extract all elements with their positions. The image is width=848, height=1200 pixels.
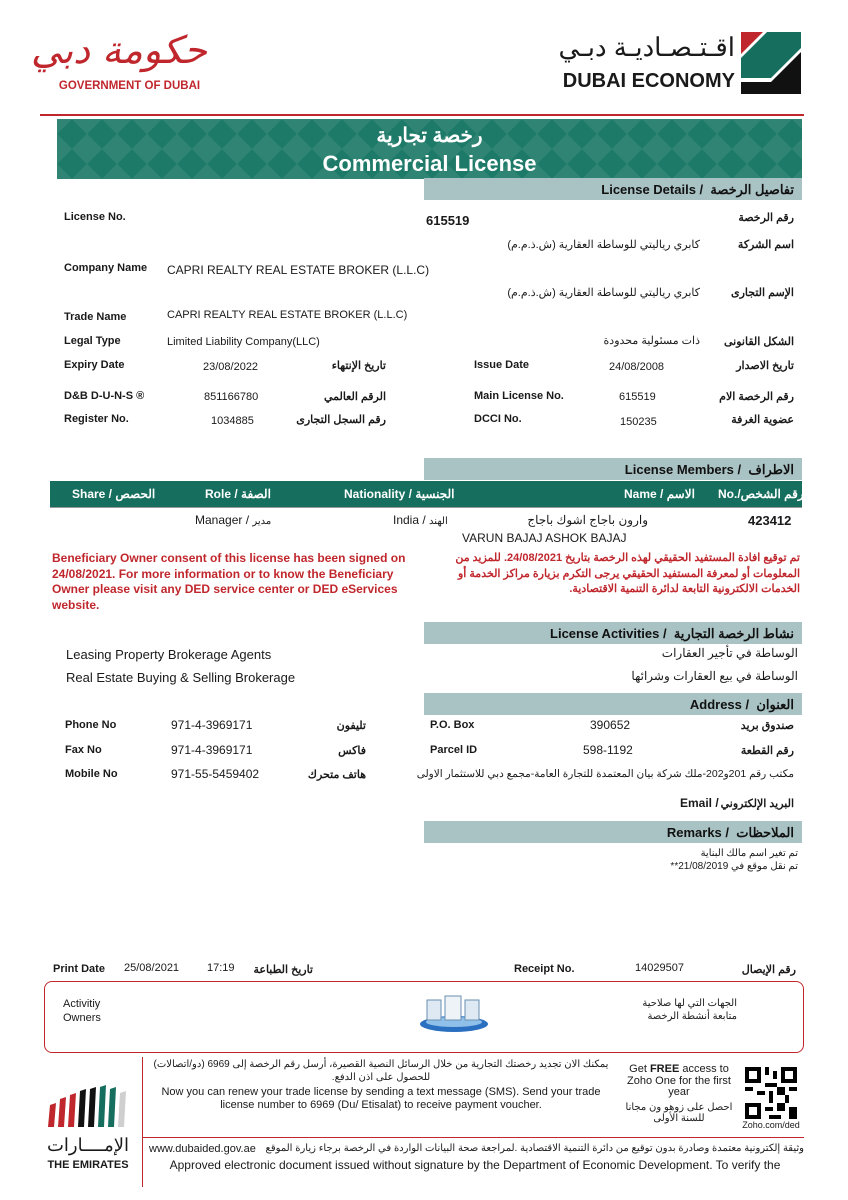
emirates-flag-stripes-icon	[48, 1085, 128, 1129]
duns-value: 851166780	[204, 391, 259, 403]
col-person-no: No./رقم الشخص	[718, 487, 804, 501]
beneficiary-note-en: Beneficiary Owner consent of this license has been signed on 24/08/2021. For more information or to know the Beneficiary Owner please visit any DED service center or DED eServices website.	[52, 551, 406, 612]
gov-english-name: GOVERNMENT OF DUBAI	[58, 80, 201, 92]
license-no-label: License No.	[64, 211, 126, 223]
license-details-section-bar	[424, 178, 802, 200]
members-table-rule	[50, 507, 802, 508]
gov-arabic-logotype: حكومة دبي	[30, 28, 207, 72]
po-box-value: 390652	[590, 718, 631, 732]
print-date-ar-label: تاريخ الطباعة	[253, 964, 313, 976]
legal-type-value: Limited Liability Company(LLC)	[167, 336, 320, 348]
trade-name-label: Trade Name	[64, 311, 127, 323]
remark-line: تم نقل موقع في 21/08/2019**	[670, 861, 798, 872]
approved-note-ar: وثيقة إلكترونية معتمدة وصادرة بدون توقيع من دائرة التنمية الاقتصادية .لمراجعة صحة البيانات الواردة في الرخصة برجاء زيارة الموقع	[265, 1143, 804, 1154]
section-title-en: Address /	[689, 697, 750, 712]
authorities-emblem-icon	[419, 992, 489, 1034]
main-license-ar-label: رقم الرخصة الام	[719, 391, 794, 403]
email-label: Email /	[680, 796, 719, 810]
company-name-value: CAPRI REALTY REAL ESTATE BROKER (L.L.C)	[167, 263, 430, 277]
section-title-ar: الملاحظات	[736, 825, 794, 840]
remark-line: تم تغير اسم مالك البناية	[700, 848, 798, 859]
footer-vertical-rule	[142, 1057, 143, 1187]
issue-date-ar-label: تاريخ الاصدار	[736, 360, 794, 372]
emirates-arabic: الإمــــارات	[46, 1135, 130, 1155]
sms-note-ar: يمكنك الان تجديد رخصتك التجارية من خلال الرسائل النصية القصيرة، أرسل رقم الرخصة إلى 6969 (دو/اتصالات) للحصول على اذن الدفع.	[153, 1059, 609, 1083]
print-date-label: Print Date	[53, 963, 105, 975]
approved-note-en: Approved electronic document issued without signature by the Department of Economic Development. To verify the	[169, 1158, 781, 1172]
print-time-value: 17:19	[207, 962, 235, 974]
company-name-ar-label: اسم الشركة	[737, 239, 794, 251]
fax-label: Fax No	[65, 744, 102, 756]
print-date-value: 25/08/2021	[124, 962, 180, 974]
activity-item-en: Real Estate Buying & Selling Brokerage	[66, 670, 296, 685]
license-members-section-bar	[424, 458, 802, 480]
email-ar-label: البريد الإلكتروني	[720, 798, 794, 810]
fax-value: 971-4-3969171	[171, 743, 253, 757]
section-title-ar: تفاصيل الرخصة	[710, 182, 794, 197]
address-section-bar	[424, 693, 802, 715]
expiry-date-ar-label: تاريخ الإنتهاء	[331, 360, 386, 372]
authorities-ar-line: متابعة أنشطة الرخصة	[647, 1011, 737, 1022]
member-name-en: VARUN BAJAJ ASHOK BAJAJ	[462, 531, 627, 545]
trade-name-ar-value: كابري رياليتي للوساطة العقارية (ش.ذ.م.م)	[507, 287, 700, 299]
register-no-label: Register No.	[64, 413, 129, 425]
de-english-name: DUBAI ECONOMY	[562, 70, 735, 92]
beneficiary-note-ar: تم توقيع افادة المستفيد الحقيقي لهذه الرخصة بتاريخ 24/08/2021. للمزيد من المعلومات أو لمعرفة المستفيد الحقيقي يرجى التكرم بزيارة مراكز الخدمة أو الخدمات الالكترونية التابعة لدائرة التنمية الاقتصادية.	[455, 552, 800, 595]
de-arabic-logotype: اقـتـصـاديـة دبـي	[558, 32, 735, 62]
legal-type-ar-value: ذات مسئولية محدودة	[603, 335, 700, 347]
main-license-value: 615519	[619, 391, 656, 403]
address-ar-value: مكتب رقم 201و202-ملك شركة بيان المعتمدة للتجارة العامة-مجمع دبي للاستثمار الاولى	[416, 768, 794, 780]
section-title-en: License Activities /	[550, 626, 667, 641]
remarks-section-bar	[424, 821, 802, 843]
dcci-value: 150235	[620, 416, 657, 428]
receipt-no-label: Receipt No.	[514, 963, 575, 975]
dubai-economy-emblem-icon	[741, 32, 801, 94]
title-banner	[57, 119, 802, 179]
receipt-no-value: 14029507	[635, 962, 684, 974]
expiry-date-label: Expiry Date	[64, 359, 125, 371]
phone-ar-label: تليفون	[336, 720, 366, 732]
the-emirates-logo	[44, 1085, 132, 1175]
section-title-en: License Details /	[601, 182, 704, 197]
member-role: Manager / مدير	[195, 513, 272, 527]
mobile-value: 971-55-5459402	[171, 767, 260, 781]
authorities-en-line: Owners	[63, 1012, 101, 1024]
po-box-label: P.O. Box	[430, 719, 475, 731]
phone-value: 971-4-3969171	[171, 718, 253, 732]
po-box-ar-label: صندوق بريد	[740, 720, 794, 732]
section-title-ar: نشاط الرخصة التجارية	[673, 626, 794, 641]
members-table-header	[50, 481, 802, 507]
footer-horizontal-rule	[142, 1137, 804, 1138]
activity-item-ar: الوساطة في بيع العقارات وشرائها	[631, 669, 798, 683]
zoho-url[interactable]: Zoho.com/ded	[742, 1120, 800, 1130]
zoho-offer-box	[620, 1064, 738, 1134]
phone-label: Phone No	[65, 719, 117, 731]
section-title-en: License Members /	[624, 462, 742, 477]
section-title-ar: الاطراف	[748, 462, 794, 477]
legal-type-ar-label: الشكل القانونى	[724, 336, 794, 348]
member-person-no: 423412	[748, 513, 792, 528]
parcel-id-label: Parcel ID	[430, 744, 478, 756]
dcci-ar-label: عضوية الغرفة	[731, 414, 794, 426]
trade-name-ar-label: الإسم التجارى	[730, 287, 794, 299]
authorities-en-line: Activitiy	[63, 998, 101, 1010]
zoho-qr-code	[745, 1067, 797, 1119]
register-no-value: 1034885	[211, 415, 254, 427]
duns-ar-label: الرقم العالمي	[323, 391, 386, 403]
emirates-english: THE EMIRATES	[47, 1159, 129, 1171]
license-activities-section-bar	[424, 622, 802, 644]
section-title-en: Remarks /	[666, 825, 730, 840]
company-name-label: Company Name	[64, 262, 148, 274]
license-no-value: 615519	[426, 213, 470, 228]
header-divider	[40, 114, 804, 116]
dubai-economy-logo	[555, 30, 805, 100]
license-no-ar-label: رقم الرخصة	[738, 212, 794, 224]
dcci-label: DCCI No.	[474, 413, 522, 425]
expiry-date-value: 23/08/2022	[203, 361, 259, 373]
member-name-ar: وارون باجاج اشوك باجاج	[527, 513, 648, 527]
authorities-box	[44, 981, 804, 1053]
receipt-no-ar-label: رقم الإيصال	[741, 964, 796, 976]
duns-label: D&B D-U-N-S ®	[64, 390, 145, 402]
col-name: Name / الاسم	[624, 487, 695, 501]
government-of-dubai-logo	[30, 28, 212, 98]
parcel-id-value: 598-1192	[583, 743, 633, 757]
section-title-ar: العنوان	[756, 697, 794, 712]
register-no-ar-label: رقم السجل التجارى	[296, 414, 386, 426]
website-link[interactable]: www.dubaided.gov.ae	[149, 1143, 256, 1155]
zoho-offer-ar: احصل على زوهو ون مجانا للسنة الأولى	[625, 1101, 733, 1124]
sms-note-en: Now you can renew your trade license by sending a text message (SMS). Send your trade license number to 6969 (Du/ Etisalat) to receive payment voucher.	[161, 1086, 601, 1111]
trade-name-value: CAPRI REALTY REAL ESTATE BROKER (L.L.C)	[167, 309, 408, 321]
legal-type-label: Legal Type	[64, 335, 121, 347]
mobile-label: Mobile No	[65, 768, 118, 780]
main-license-label: Main License No.	[474, 390, 564, 402]
col-share: Share / الحصص	[72, 487, 156, 501]
issue-date-label: Issue Date	[474, 359, 530, 371]
activity-item-ar: الوساطة في تأجير العقارات	[661, 646, 798, 660]
authorities-ar-line: الجهات التي لها صلاحية	[642, 998, 737, 1009]
col-nationality: Nationality / الجنسية	[344, 487, 455, 501]
activity-item-en: Leasing Property Brokerage Agents	[66, 647, 272, 662]
issue-date-value: 24/08/2008	[609, 361, 665, 373]
mobile-ar-label: هاتف متحرك	[307, 769, 366, 781]
zoho-offer-en: Get FREE access to Zoho One for the first year	[627, 1063, 731, 1098]
parcel-id-ar-label: رقم القطعة	[740, 745, 794, 757]
title-arabic: رخصة تجارية	[376, 125, 483, 147]
qr-code-icon	[745, 1067, 797, 1119]
col-role: Role / الصفة	[205, 487, 271, 501]
fax-ar-label: فاكس	[338, 745, 366, 757]
member-nationality: India / الهند	[393, 513, 448, 527]
title-english: Commercial License	[322, 151, 537, 176]
company-name-ar-value: كابري رياليتي للوساطة العقارية (ش.ذ.م.م)	[507, 239, 700, 251]
